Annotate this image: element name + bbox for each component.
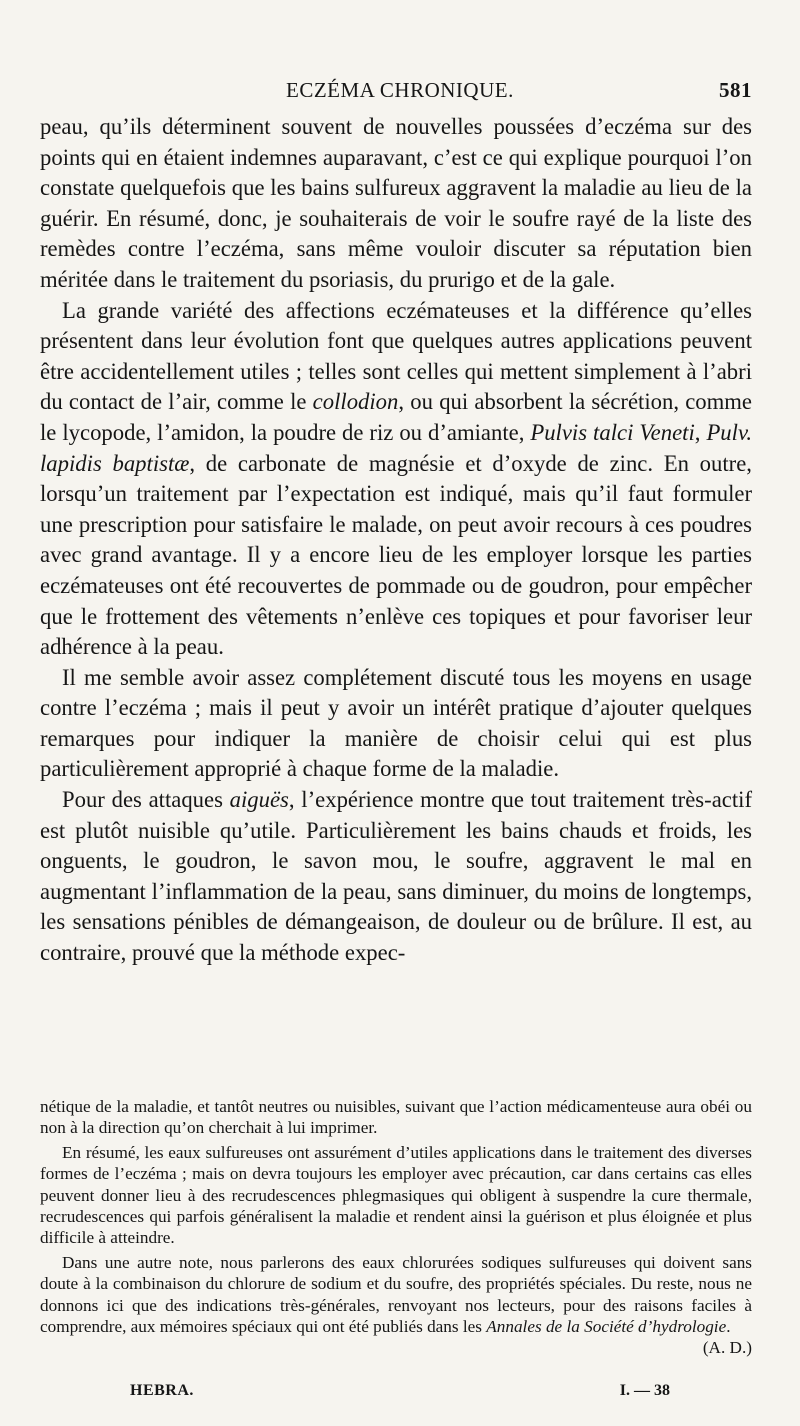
paragraph: La grande variété des affections eczémateuses et la différence qu’elles présentent dans leur évolution font que quelques autres applications peuvent être accidentellement utiles ; telles sont celles qui mettent simplement à l’abri du contact de l’air, comme le collodion, ou qui absorbent la sécrétion, comme le lycopode, l’amidon, la poudre de riz ou d’amiante, Pulvis talci Veneti, Pulv. lapidis baptistæ, de carbonate de magnésie et d’oxyde de zinc. En outre, lorsqu’un traitement par l’expectation est indiqué, mais qu’il faut formuler une prescription pour satisfaire le malade, on peut avoir recours à ces poudres avec grand avantage. Il y a encore lieu de les employer lorsque les parties eczémateuses ont été recouvertes de pommade ou de goudron, pour empêcher que le frottement des vêtements n’enlève ces topiques et pour favoriser leur adhérence à la peau. bbox=[40, 297, 752, 660]
italic-term: Annales de la Société d’hydrologie bbox=[486, 1317, 727, 1337]
paragraph: peau, qu’ils déterminent souvent de nouvelles poussées d’eczéma sur des points qui en étaient indemnes auparavant, c’est ce qui explique pourquoi l’on constate quelquefois que les bains sulfureux aggravent la maladie au lieu de la guérir. En résumé, donc, je souhaiterais de voir le soufre rayé de la liste des remèdes contre l’eczéma, sans même vouloir discuter sa réputation bien méritée dans le traitement du psoriasis, du prurigo et de la gale. bbox=[40, 114, 752, 292]
footnotes bbox=[40, 1096, 752, 1359]
running-title: ECZÉMA CHRONIQUE. bbox=[286, 78, 514, 102]
page-number: 581 bbox=[719, 78, 752, 102]
page-footer bbox=[130, 1382, 670, 1404]
paragraph: Pour des attaques aiguës, l’expérience montre que tout traitement très-actif est plutôt nuisible qu’utile. Particulièrement les bains chauds et froids, les onguents, le goudron, le savon mou, le soufre, aggravent le mal en augmentant l’inflammation de la peau, sans diminuer, du moins de longtemps, les sensations pénibles de démangeaison, de douleur ou de brûlure. Il est, au contraire, prouvé que la méthode expec- bbox=[40, 787, 752, 966]
footnote-paragraph: Dans une autre note, nous parlerons des eaux chlorurées sodiques sulfureuses qui doivent sans doute à la combinaison du chlorure de sodium et du soufre, des propriétés spéciales. Du reste, nous ne donnons ici que des indications très-générales, renvoyant nos lecteurs, pour des raisons faciles à comprendre, aux mémoires spéciaux qui ont été publiés dans les Annales de la Société d’hydrologie. (A. D.) bbox=[40, 1252, 752, 1358]
italic-term: aiguës bbox=[229, 787, 289, 813]
footer-signature: HEBRA. bbox=[130, 1382, 194, 1399]
italic-term: collodion bbox=[312, 389, 399, 415]
main-text bbox=[40, 112, 752, 969]
paragraph: Il me semble avoir assez complétement discuté tous les moyens en usage contre l’eczéma ; mais il peut y avoir un intérêt pratique d’ajouter quelques remarques pour indiquer la manière de choisir celui qui est plus particulièrement approprié à chaque forme de la maladie. bbox=[40, 664, 752, 782]
italic-term: Pulvis talci Veneti bbox=[530, 419, 695, 445]
sheet-mark: I. — 38 bbox=[619, 1382, 670, 1399]
footnote-paragraph: nétique de la maladie, et tantôt neutres ou nuisibles, suivant que l’action médicamenteuse aura obéi ou non à la direction qu’on cherchait à lui imprimer. bbox=[40, 1097, 752, 1138]
running-header bbox=[40, 78, 752, 104]
note-signature: (A. D.) bbox=[702, 1338, 752, 1358]
italic-term: Pulv. lapidis baptistæ bbox=[40, 419, 752, 476]
footnote-paragraph: En résumé, les eaux sulfureuses ont assurément d’utiles applications dans le traitement des diverses formes de l’eczéma ; mais on devra toujours les employer avec précaution, car dans certains cas elles peuvent donner lieu à des recrudescences phlegmasiques qui obligent à suspendre la cure thermale, recrudescences qui parfois généralisent la maladie et rendent ainsi la guérison et plus éloignée et plus difficile à atteindre. bbox=[40, 1142, 752, 1248]
